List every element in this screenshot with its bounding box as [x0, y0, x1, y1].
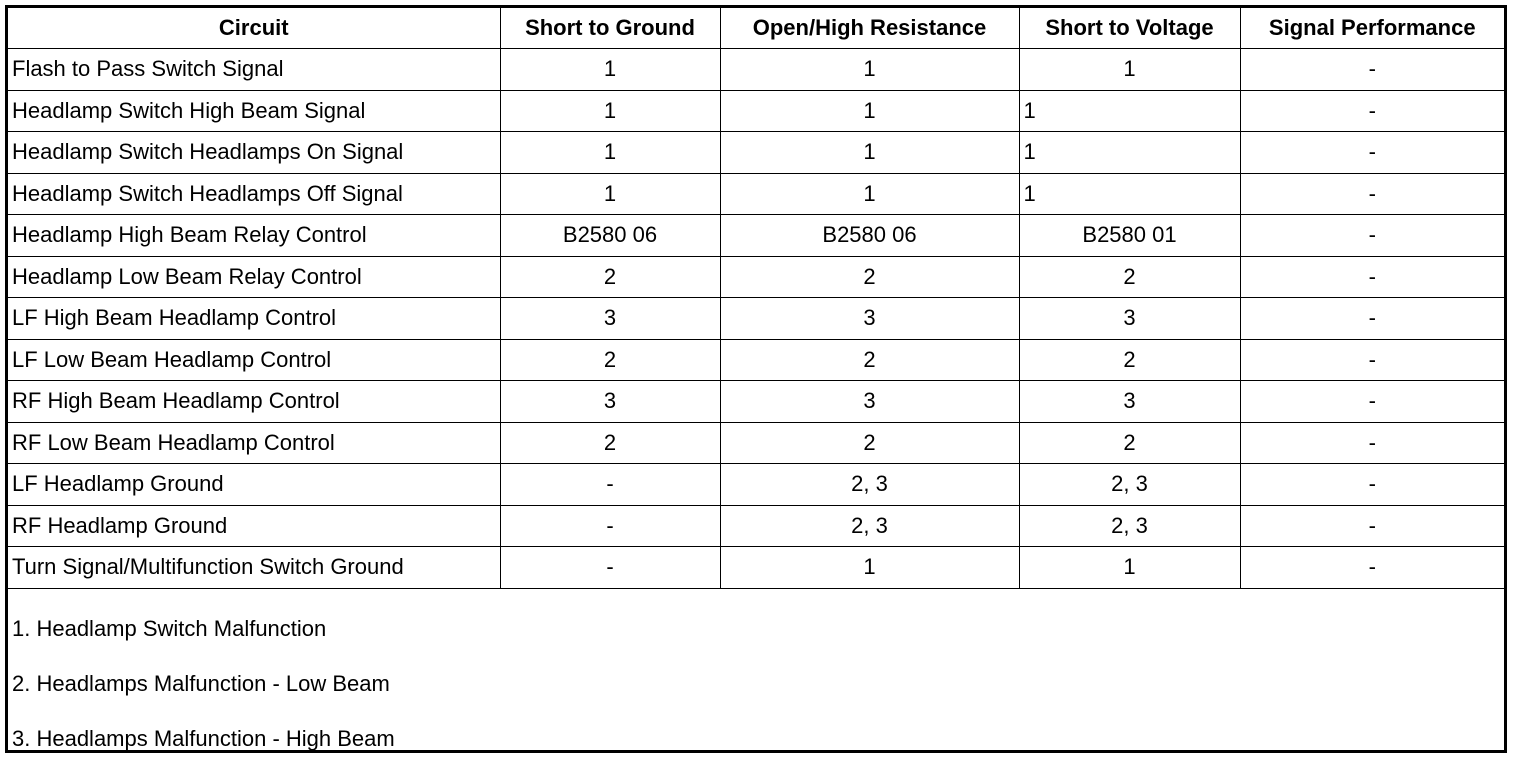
cell-circuit: Turn Signal/Multifunction Switch Ground — [8, 547, 500, 589]
cell-circuit: LF Low Beam Headlamp Control — [8, 339, 500, 381]
cell-short-to-ground: 1 — [500, 132, 720, 174]
cell-short-to-ground: 1 — [500, 90, 720, 132]
cell-short-to-voltage: 2 — [1019, 256, 1240, 298]
cell-short-to-ground: 3 — [500, 381, 720, 423]
cell-short-to-ground: 2 — [500, 422, 720, 464]
cell-circuit: Headlamp Switch Headlamps On Signal — [8, 132, 500, 174]
dtc-symptom-table — [5, 5, 1507, 753]
cell-open-high-resistance: 2 — [720, 256, 1019, 298]
cell-circuit: Headlamp Switch Headlamps Off Signal — [8, 173, 500, 215]
cell-short-to-voltage: B2580 01 — [1019, 215, 1240, 257]
cell-signal-performance: - — [1240, 298, 1504, 340]
table-row — [8, 215, 1504, 257]
cell-open-high-resistance: 1 — [720, 90, 1019, 132]
cell-short-to-voltage: 1 — [1019, 49, 1240, 91]
cell-signal-performance: - — [1240, 464, 1504, 506]
cell-open-high-resistance: 2, 3 — [720, 505, 1019, 547]
cell-signal-performance: - — [1240, 215, 1504, 257]
cell-short-to-voltage: 1 — [1019, 90, 1240, 132]
cell-circuit: RF Headlamp Ground — [8, 505, 500, 547]
cell-circuit: RF High Beam Headlamp Control — [8, 381, 500, 423]
cell-signal-performance: - — [1240, 49, 1504, 91]
cell-open-high-resistance: 1 — [720, 132, 1019, 174]
cell-short-to-voltage: 2, 3 — [1019, 464, 1240, 506]
cell-short-to-ground: - — [500, 547, 720, 589]
header-short-to-ground: Short to Ground — [500, 8, 720, 49]
cell-short-to-voltage: 3 — [1019, 381, 1240, 423]
table-row — [8, 173, 1504, 215]
cell-open-high-resistance: 1 — [720, 173, 1019, 215]
note-2: 2. Headlamps Malfunction - Low Beam — [12, 671, 390, 696]
cell-signal-performance: - — [1240, 381, 1504, 423]
header-signal-performance: Signal Performance — [1240, 8, 1504, 49]
cell-open-high-resistance: 1 — [720, 547, 1019, 589]
cell-open-high-resistance: 2, 3 — [720, 464, 1019, 506]
table-row — [8, 256, 1504, 298]
cell-short-to-voltage: 2, 3 — [1019, 505, 1240, 547]
cell-open-high-resistance: 3 — [720, 381, 1019, 423]
cell-circuit: Flash to Pass Switch Signal — [8, 49, 500, 91]
table-row — [8, 547, 1504, 589]
header-circuit: Circuit — [8, 8, 500, 49]
cell-signal-performance: - — [1240, 422, 1504, 464]
table-row — [8, 505, 1504, 547]
circuit-fault-table — [8, 8, 1504, 589]
table-row — [8, 422, 1504, 464]
cell-short-to-ground: B2580 06 — [500, 215, 720, 257]
cell-signal-performance: - — [1240, 339, 1504, 381]
header-short-to-voltage: Short to Voltage — [1019, 8, 1240, 49]
cell-short-to-voltage: 1 — [1019, 132, 1240, 174]
note-1: 1. Headlamp Switch Malfunction — [12, 616, 327, 641]
cell-short-to-ground: - — [500, 464, 720, 506]
cell-short-to-ground: 1 — [500, 173, 720, 215]
cell-short-to-voltage: 3 — [1019, 298, 1240, 340]
cell-open-high-resistance: 3 — [720, 298, 1019, 340]
cell-open-high-resistance: 2 — [720, 339, 1019, 381]
cell-signal-performance: - — [1240, 173, 1504, 215]
cell-short-to-ground: 3 — [500, 298, 720, 340]
table-row — [8, 132, 1504, 174]
cell-circuit: Headlamp High Beam Relay Control — [8, 215, 500, 257]
cell-circuit: LF Headlamp Ground — [8, 464, 500, 506]
cell-circuit: RF Low Beam Headlamp Control — [8, 422, 500, 464]
cell-open-high-resistance: B2580 06 — [720, 215, 1019, 257]
table-row — [8, 90, 1504, 132]
header-row — [8, 8, 1504, 49]
cell-circuit: LF High Beam Headlamp Control — [8, 298, 500, 340]
table-row — [8, 464, 1504, 506]
cell-short-to-ground: 1 — [500, 49, 720, 91]
cell-open-high-resistance: 2 — [720, 422, 1019, 464]
cell-signal-performance: - — [1240, 547, 1504, 589]
cell-signal-performance: - — [1240, 505, 1504, 547]
header-open-high-resistance: Open/High Resistance — [720, 8, 1019, 49]
cell-short-to-voltage: 2 — [1019, 422, 1240, 464]
cell-signal-performance: - — [1240, 90, 1504, 132]
cell-open-high-resistance: 1 — [720, 49, 1019, 91]
table-row — [8, 298, 1504, 340]
cell-circuit: Headlamp Switch High Beam Signal — [8, 90, 500, 132]
table-row — [8, 339, 1504, 381]
cell-short-to-ground: 2 — [500, 339, 720, 381]
table-body — [8, 49, 1504, 589]
cell-short-to-voltage: 1 — [1019, 173, 1240, 215]
cell-short-to-voltage: 2 — [1019, 339, 1240, 381]
cell-signal-performance: - — [1240, 132, 1504, 174]
cell-short-to-voltage: 1 — [1019, 547, 1240, 589]
cell-signal-performance: - — [1240, 256, 1504, 298]
table-row — [8, 381, 1504, 423]
note-3: 3. Headlamps Malfunction - High Beam — [12, 726, 395, 751]
cell-short-to-ground: 2 — [500, 256, 720, 298]
cell-circuit: Headlamp Low Beam Relay Control — [8, 256, 500, 298]
cell-short-to-ground: - — [500, 505, 720, 547]
table-row — [8, 49, 1504, 91]
